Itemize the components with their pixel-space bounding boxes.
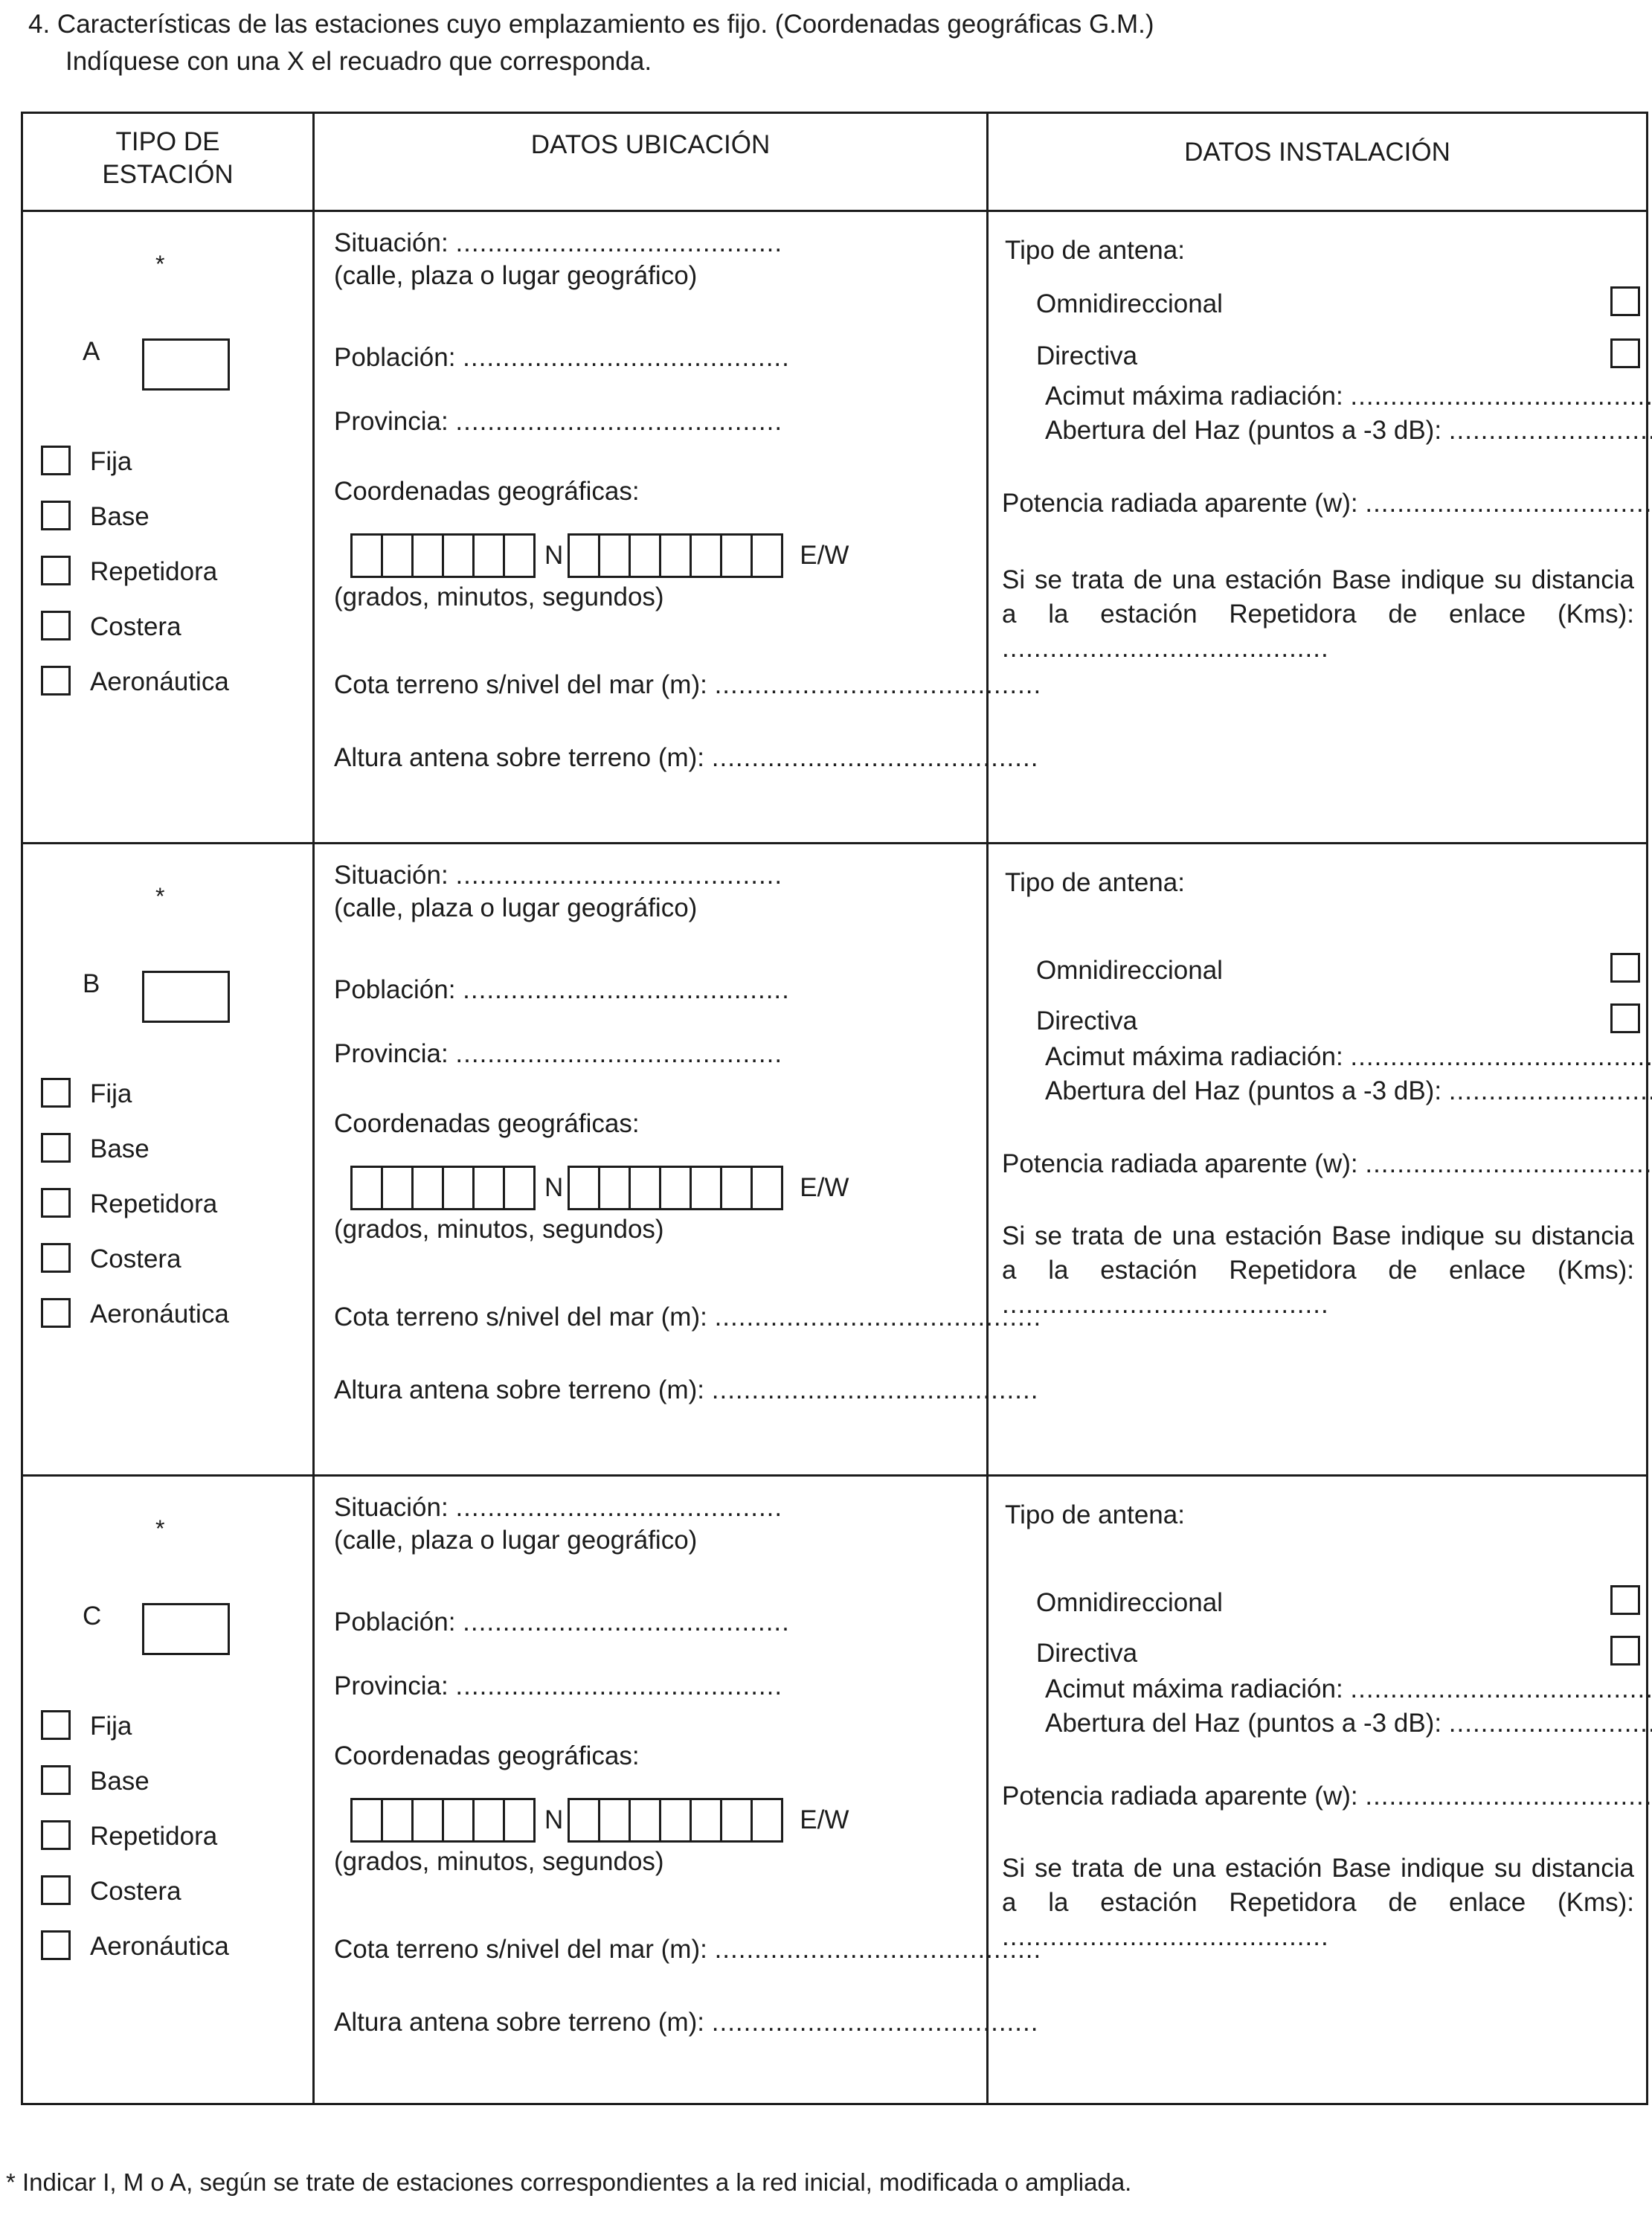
latitude-grid[interactable]: [350, 1798, 536, 1843]
header-instalacion: DATOS INSTALACIÓN: [1184, 138, 1450, 167]
omni-checkbox[interactable]: [1610, 1585, 1640, 1615]
checkbox[interactable]: [41, 501, 71, 530]
coord-hint: (grados, minutos, segundos): [334, 1847, 664, 1876]
type-label: Base: [90, 1134, 150, 1163]
potencia-field[interactable]: Potencia radiada aparente (w): .....: [1002, 1782, 1652, 1811]
directiva-label: Directiva: [1036, 341, 1138, 370]
provincia-field[interactable]: Provincia: .....: [334, 1039, 782, 1069]
type-label: Repetidora: [90, 557, 218, 586]
situacion-field[interactable]: Situación: .....: [334, 228, 782, 258]
cota-field[interactable]: Cota terreno s/nivel del mar (m): .....: [334, 1303, 1041, 1332]
type-label: Aeronáutica: [90, 667, 229, 696]
altura-field[interactable]: Altura antena sobre terreno (m): .....: [334, 2008, 1038, 2037]
tipo-antena-label: Tipo de antena:: [1005, 236, 1185, 265]
instalacion-cell: [989, 844, 1646, 1474]
coordinate-boxes: [350, 533, 849, 578]
type-label: Fija: [90, 1712, 132, 1741]
checkbox[interactable]: [41, 1930, 71, 1960]
directiva-checkbox[interactable]: [1610, 1636, 1640, 1666]
provincia-field[interactable]: Provincia: .....: [334, 407, 782, 437]
checkbox[interactable]: [41, 1243, 71, 1273]
station-code-box[interactable]: [142, 338, 230, 391]
checkbox[interactable]: [41, 1710, 71, 1740]
coordinate-boxes: [350, 1166, 849, 1210]
coordinate-boxes: [350, 1798, 849, 1843]
base-distance-field[interactable]: Si se trata de una estación Base indique su distancia a la estación Repetidora de enlace (Kms): .....: [1002, 1851, 1634, 1954]
footnote-marker: *: [155, 251, 165, 277]
type-label: Aeronáutica: [90, 1300, 229, 1329]
type-label: Costera: [90, 1244, 181, 1273]
directiva-label: Directiva: [1036, 1639, 1138, 1668]
omni-checkbox[interactable]: [1610, 953, 1640, 983]
situacion-field[interactable]: Situación: .....: [334, 861, 782, 890]
checkbox[interactable]: [41, 1875, 71, 1905]
checkbox[interactable]: [41, 446, 71, 475]
checkbox[interactable]: [41, 556, 71, 585]
omni-label: Omnidireccional: [1036, 956, 1223, 985]
east-west-label: E/W: [800, 1805, 849, 1834]
ubicacion-cell: [315, 1477, 989, 2103]
type-label: Aeronáutica: [90, 1932, 229, 1961]
type-label: Repetidora: [90, 1189, 218, 1218]
section-title: [28, 6, 1154, 80]
station-letter: C: [83, 1602, 102, 1631]
situacion-hint: (calle, plaza o lugar geográfico): [334, 261, 698, 290]
omni-label: Omnidireccional: [1036, 289, 1223, 318]
directiva-checkbox[interactable]: [1610, 338, 1640, 368]
potencia-field[interactable]: Potencia radiada aparente (w): .....: [1002, 1149, 1652, 1179]
station-code-box[interactable]: [142, 971, 230, 1023]
station-block-c: [23, 1477, 1646, 2103]
checkbox[interactable]: [41, 1188, 71, 1218]
ubicacion-cell: [315, 212, 989, 842]
station-letter: A: [83, 337, 100, 366]
checkbox[interactable]: [41, 1820, 71, 1850]
coord-hint: (grados, minutos, segundos): [334, 1215, 664, 1244]
checkbox[interactable]: [41, 1765, 71, 1795]
situacion-hint: (calle, plaza o lugar geográfico): [334, 893, 698, 922]
checkbox[interactable]: [41, 611, 71, 640]
section-title-line1: 4. Características de las estaciones cuyo emplazamiento es fijo. (Coordenadas geográficas G.M.): [28, 10, 1154, 39]
tipo-cell: [23, 212, 315, 842]
checkbox[interactable]: [41, 1133, 71, 1163]
directiva-label: Directiva: [1036, 1006, 1138, 1035]
longitude-grid[interactable]: [568, 1798, 783, 1843]
base-distance-field[interactable]: Si se trata de una estación Base indique su distancia a la estación Repetidora de enlace (Kms): .....: [1002, 563, 1634, 666]
north-label: N: [544, 1173, 564, 1202]
situacion-field[interactable]: Situación: .....: [334, 1493, 782, 1523]
tipo-cell: [23, 1477, 315, 2103]
header-ubicacion: DATOS UBICACIÓN: [315, 114, 989, 210]
checkbox[interactable]: [41, 1078, 71, 1108]
ubicacion-cell: [315, 844, 989, 1474]
tipo-cell: [23, 844, 315, 1474]
provincia-field[interactable]: Provincia: .....: [334, 1671, 782, 1701]
station-block-b: [23, 844, 1646, 1477]
coordenadas-label: Coordenadas geográficas:: [334, 1741, 640, 1770]
station-code-box[interactable]: [142, 1603, 230, 1655]
checkbox[interactable]: [41, 666, 71, 696]
altura-field[interactable]: Altura antena sobre terreno (m): .....: [334, 743, 1038, 773]
type-label: Base: [90, 502, 150, 531]
latitude-grid[interactable]: [350, 533, 536, 578]
tipo-antena-label: Tipo de antena:: [1005, 868, 1185, 897]
footnote: * Indicar I, M o A, según se trate de estaciones correspondientes a la red inicial, modificada o ampliada.: [6, 2168, 1132, 2196]
omni-label: Omnidireccional: [1036, 1588, 1223, 1617]
poblacion-field[interactable]: Población: .....: [334, 343, 790, 373]
type-label: Fija: [90, 1079, 132, 1108]
abertura-field[interactable]: Abertura del Haz (puntos a -3 dB): .....: [1045, 416, 1652, 446]
longitude-grid[interactable]: [568, 1166, 783, 1210]
potencia-field[interactable]: Potencia radiada aparente (w): .....: [1002, 489, 1652, 518]
north-label: N: [544, 1805, 564, 1834]
abertura-field[interactable]: Abertura del Haz (puntos a -3 dB): .....: [1045, 1076, 1652, 1106]
type-label: Base: [90, 1767, 150, 1796]
omni-checkbox[interactable]: [1610, 286, 1640, 316]
east-west-label: E/W: [800, 541, 849, 570]
acimut-field[interactable]: Acimut máxima radiación: .....: [1045, 1042, 1652, 1072]
east-west-label: E/W: [800, 1173, 849, 1202]
situacion-hint: (calle, plaza o lugar geográfico): [334, 1526, 698, 1555]
poblacion-field[interactable]: Población: .....: [334, 1607, 790, 1637]
acimut-field[interactable]: Acimut máxima radiación: .....: [1045, 1674, 1652, 1704]
section-instruction: Indíquese con una X el recuadro que corresponda.: [65, 47, 652, 76]
directiva-checkbox[interactable]: [1610, 1003, 1640, 1033]
type-label: Fija: [90, 447, 132, 476]
cota-field[interactable]: Cota terreno s/nivel del mar (m): .....: [334, 670, 1041, 700]
station-letter: B: [83, 969, 100, 998]
stations-table: [21, 112, 1648, 2105]
header-tipo: TIPO DE ESTACIÓN: [23, 114, 315, 210]
north-label: N: [544, 541, 564, 570]
latitude-grid[interactable]: [350, 1166, 536, 1210]
type-label: Costera: [90, 1877, 181, 1906]
instalacion-cell: [989, 1477, 1646, 2103]
abertura-field[interactable]: Abertura del Haz (puntos a -3 dB): .....: [1045, 1709, 1652, 1738]
tipo-antena-label: Tipo de antena:: [1005, 1500, 1185, 1529]
footnote-marker: *: [155, 883, 165, 910]
cota-field[interactable]: Cota terreno s/nivel del mar (m): .....: [334, 1935, 1041, 1965]
coord-hint: (grados, minutos, segundos): [334, 582, 664, 611]
station-block-a: [23, 212, 1646, 844]
coordenadas-label: Coordenadas geográficas:: [334, 477, 640, 506]
type-label: Costera: [90, 612, 181, 641]
type-label: Repetidora: [90, 1822, 218, 1851]
instalacion-cell: [989, 212, 1646, 842]
longitude-grid[interactable]: [568, 533, 783, 578]
coordenadas-label: Coordenadas geográficas:: [334, 1109, 640, 1138]
poblacion-field[interactable]: Población: .....: [334, 975, 790, 1005]
acimut-field[interactable]: Acimut máxima radiación: .....: [1045, 382, 1652, 411]
checkbox[interactable]: [41, 1298, 71, 1328]
table-header: [23, 114, 1646, 212]
footnote-marker: *: [155, 1515, 165, 1542]
altura-field[interactable]: Altura antena sobre terreno (m): .....: [334, 1375, 1038, 1405]
base-distance-field[interactable]: Si se trata de una estación Base indique su distancia a la estación Repetidora de enlace (Kms): .....: [1002, 1219, 1634, 1322]
